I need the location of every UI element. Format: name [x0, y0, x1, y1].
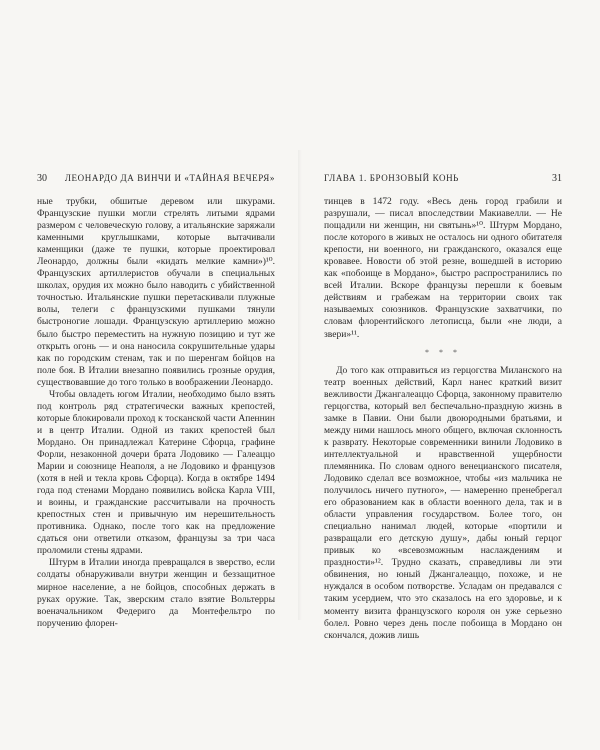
section-break: * * * — [425, 347, 461, 357]
left-running-head: ЛЕОНАРДО ДА ВИНЧИ И «ТАЙНАЯ ВЕЧЕРЯ» — [64, 173, 275, 183]
left-page — [37, 173, 275, 630]
paragraph: тинцев в 1472 году. «Весь день город грабили и разрушали, — писал впоследствии Макиавелли. — Не пощадили ни женщин, ни святынь»¹⁰. Штурм Мордано, после которого в живых не осталось ни одного обитателя крепости, ни военного, ни гражданского, оказался еще кровавее. Новости об этой резне, вошедшей в историю как «побоище в Мордано», быстро распространились по всей Италии. Вскоре французы перешли к боевым действиям и грабежам на территории своих так называемых союзников. Французские захватчики, по словам флорентийского летописца, были «не люди, а звери»¹¹. — [324, 196, 562, 340]
right-page-header — [324, 173, 562, 184]
paragraph: До того как отправиться из герцогства Миланского на театр военных действий, Карл нанес краткий визит вежливости Джангалеаццо Сфорца, законному правителю герцогства, который вел беспечально-праздную жизнь в замке в Павии. Они были двоюродными братьями, и между ними нашлось много общего, включая склонность к разврату. Некоторые современники винили Лодовико в интеллектуальной и нравственной ущербности племянника. По словам одного венецианского писателя, Лодовико сделал все возможное, чтобы «из мальчика не получилось ничего путного», — намеренно пренебрегал его образованием как в области военного дела, так и в области управления государством. Более того, он специально нанимал людей, которые «портили и развращали его детскую душу», дабы юный герцог привык ко «всевозможным наслаждениям и праздности»¹². Трудно сказать, справедливы ли эти обвинения, но юный Джангалеаццо, похоже, и не нуждался в особом потворстве. Усладам он предавался с таким усердием, что это сказалось на его здоровье, и к моменту визита французского короля он уже серьезно болел. Ровно через день после побоища в Мордано он скончался, дожив лишь — [324, 364, 562, 641]
left-page-header — [37, 173, 275, 184]
paragraph: Штурм в Италии иногда превращался в зверство, если солдаты обнаруживали внутри женщин и беззащитное мирное население, а не бойцов, способных держать в руках оружие. Так, зверским стало взятие Вольтерры военачальником Федериго да Монтефельтро по поручению флорен- — [37, 557, 275, 629]
left-page-number: 30 — [37, 173, 47, 184]
paragraph: Чтобы овладеть югом Италии, необходимо было взять под контроль ряд стратегически важных крепостей, которые блокировали проход к тосканской части Апеннин и в центр Италии. Одной из таких крепостей был Мордано. Он принадлежал Катерине Сфорца, графине Форли, незаконной дочери брата Лодовико — Галеаццо Марии и союзнице Неаполя, а не Лодовико и французов (хотя в ней и текла кровь Сфорца). Когда в октябре 1494 года под стенами Мордано появились войска Карла VIII, и воины, и гражданские рассчитывали на прочность крепостных стен и привычную им нерешительность противника. Однако, после того как на предложение сдаться они ответили отказом, французы за три часа проломили стены ядрами. — [37, 388, 275, 557]
book-gutter — [298, 150, 302, 620]
left-page-text — [37, 196, 275, 630]
right-page-number: 31 — [552, 173, 562, 184]
paragraph: ные трубки, обшитые деревом или шкурами. Французские пушки могли стрелять литыми ядрами размером с человеческую голову, а итальянские заряжали каменными круглышками, которые вытачивали каменщики (даже те пушки, которые проектировал Леонардо, должны были «кидать мелкие камни»)¹⁰. Французских артиллеристов обучали в специальных школах, орудия их можно было наводить с убийственной точностью. Итальянские пушки перетаскивали плужные волы, телеги с французскими пушками тянули быстроногие лошади. Французскую артиллерию можно было быстро переместить на нужную позицию и тут же открыть огонь — и она наносила сокрушительные удары как по городским стенам, так и по шеренгам бойцов на поле боя. В Италии внезапно появились грозные орудия, существовавшие до того только в воображении Леонардо. — [37, 196, 275, 388]
right-running-head: ГЛАВА 1. БРОНЗОВЫЙ КОНЬ — [324, 173, 459, 183]
right-page — [324, 173, 562, 642]
right-page-text — [324, 196, 562, 642]
